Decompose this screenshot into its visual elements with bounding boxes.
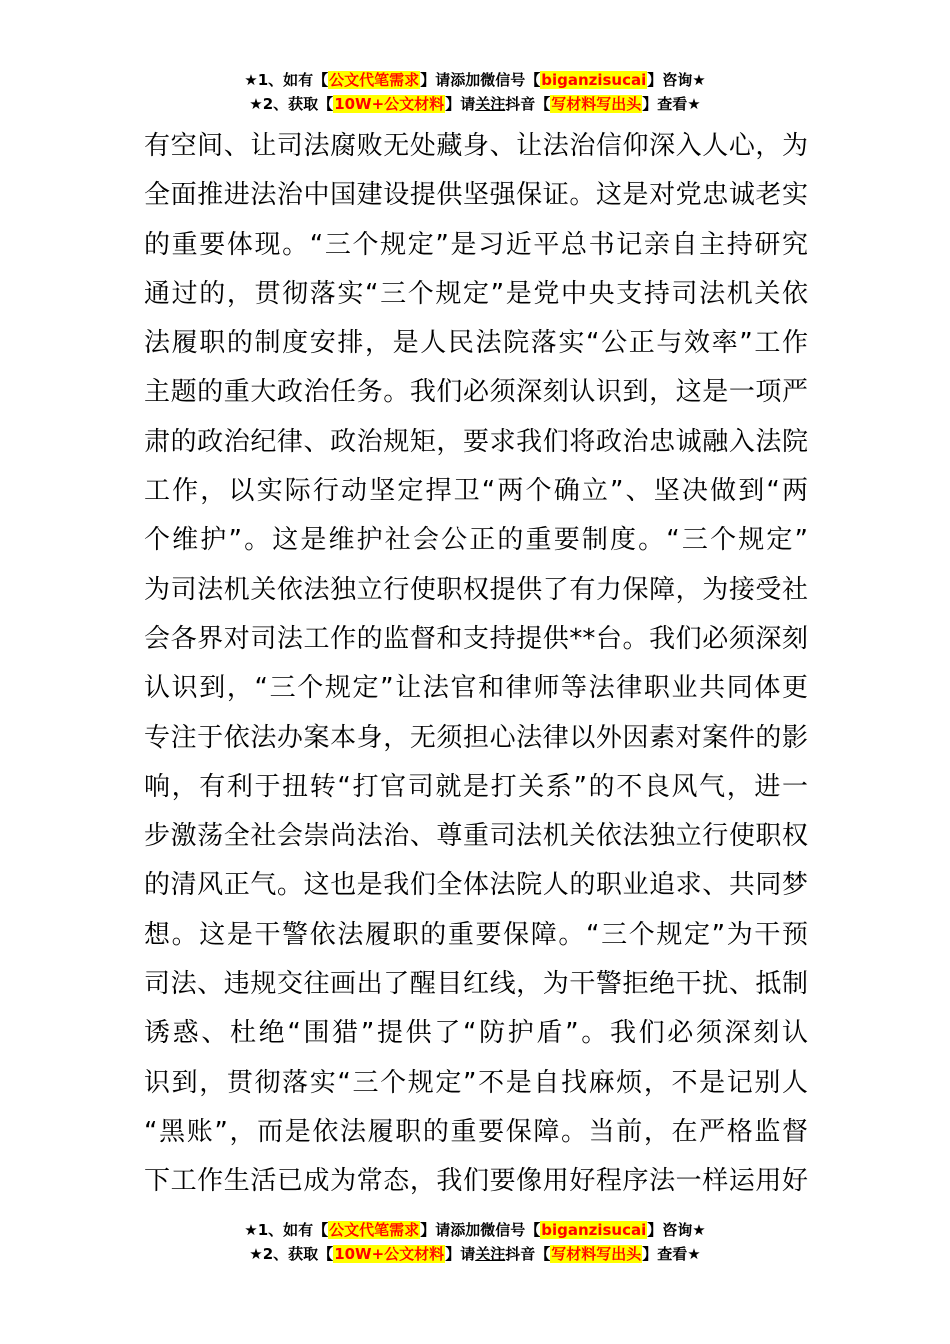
footer-promo-line-2 xyxy=(0,1242,950,1266)
footer-promo-line-1 xyxy=(0,1218,950,1242)
header-l1-highlight-service: 公文代笔需求 xyxy=(329,71,420,89)
header-l2-text-1: ★2、获取【 xyxy=(249,95,334,113)
body-line: 肃的政治纪律、政治规矩，要求我们将政治忠诚融入法院 xyxy=(144,426,808,457)
header-promo-line-1 xyxy=(0,68,950,92)
body-line: 会各界对司法工作的监督和支持提供**台。我们必须深刻 xyxy=(144,623,808,654)
footer-banner xyxy=(0,1218,950,1266)
body-line: 主题的重大政治任务。我们必须深刻认识到，这是一项严 xyxy=(144,377,808,408)
body-line: 的清风正气。这也是我们全体法院人的职业追求、共同梦 xyxy=(144,870,808,901)
footer-l1-highlight-service: 公文代笔需求 xyxy=(329,1221,420,1239)
footer-l2-text-1: ★2、获取【 xyxy=(249,1245,334,1263)
header-l1-text-2: 】请添加微信号【 xyxy=(420,71,541,89)
header-promo-line-2 xyxy=(0,92,950,116)
footer-l1-text-2: 】请添加微信号【 xyxy=(420,1221,541,1239)
body-line: 识到，贯彻落实“三个规定”不是自找麻烦，不是记别人 xyxy=(144,1067,808,1098)
header-l1-text-3: 】咨询★ xyxy=(647,71,706,89)
body-line: 步激荡全社会崇尚法治、尊重司法机关依法独立行使职权 xyxy=(144,821,808,852)
footer-l1-text-1: ★1、如有【 xyxy=(244,1221,329,1239)
body-line: 工作，以实际行动坚定捍卫“两个确立”、坚决做到“两 xyxy=(144,476,808,507)
footer-l2-highlight-materials: 10W+公文材料 xyxy=(334,1245,445,1263)
body-line: 认识到，“三个规定”让法官和律师等法律职业共同体更 xyxy=(144,673,808,704)
body-line: 响，有利于扭转“打官司就是打关系”的不良风气，进一 xyxy=(144,771,808,802)
header-l2-underline-follow: 关注 xyxy=(475,95,506,113)
footer-l1-text-3: 】咨询★ xyxy=(647,1221,706,1239)
footer-l1-highlight-wechat-id: biganzisucai xyxy=(541,1221,647,1239)
body-line: 下工作生活已成为常态，我们要像用好程序法一样运用好 xyxy=(144,1166,808,1197)
body-line: 的重要体现。“三个规定”是习近平总书记亲自主持研究 xyxy=(144,229,808,260)
body-line: 全面推进法治中国建设提供坚强保证。这是对党忠诚老实 xyxy=(144,180,808,211)
body-line: 为司法机关依法独立行使职权提供了有力保障，为接受社 xyxy=(144,574,808,605)
body-line: 司法、违规交往画出了醒目红线，为干警拒绝干扰、抵制 xyxy=(144,969,808,1000)
footer-l2-text-2: 】请 xyxy=(445,1245,476,1263)
body-line: 法履职的制度安排，是人民法院落实“公正与效率”工作 xyxy=(144,328,808,359)
body-line: 想。这是干警依法履职的重要保障。“三个规定”为干预 xyxy=(144,919,808,950)
body-line: 通过的，贯彻落实“三个规定”是党中央支持司法机关依 xyxy=(144,278,808,309)
footer-l2-text-3: 抖音【 xyxy=(505,1245,551,1263)
body-line: 专注于依法办案本身，无须担心法律以外因素对案件的影 xyxy=(144,722,808,753)
header-l1-text-1: ★1、如有【 xyxy=(244,71,329,89)
header-l2-text-2: 】请 xyxy=(445,95,476,113)
footer-l2-text-4: 】查看★ xyxy=(642,1245,701,1263)
footer-l2-underline-follow: 关注 xyxy=(475,1245,506,1263)
body-line: 有空间、让司法腐败无处藏身、让法治信仰深入人心，为 xyxy=(144,131,808,161)
header-banner xyxy=(0,68,950,116)
header-l1-highlight-wechat-id: biganzisucai xyxy=(541,71,647,89)
header-l2-text-4: 】查看★ xyxy=(642,95,701,113)
footer-l2-highlight-account: 写材料写出头 xyxy=(551,1245,642,1263)
header-l2-highlight-materials: 10W+公文材料 xyxy=(334,95,445,113)
header-l2-text-3: 抖音【 xyxy=(505,95,551,113)
body-line: “黑账”，而是依法履职的重要保障。当前，在严格监督 xyxy=(144,1116,808,1147)
body-line: 个维护”。这是维护社会公正的重要制度。“三个规定” xyxy=(144,525,808,556)
body-line: 诱惑、杜绝“围猎”提供了“防护盾”。我们必须深刻认 xyxy=(144,1018,808,1049)
header-l2-highlight-account: 写材料写出头 xyxy=(551,95,642,113)
document-body xyxy=(144,122,808,1207)
